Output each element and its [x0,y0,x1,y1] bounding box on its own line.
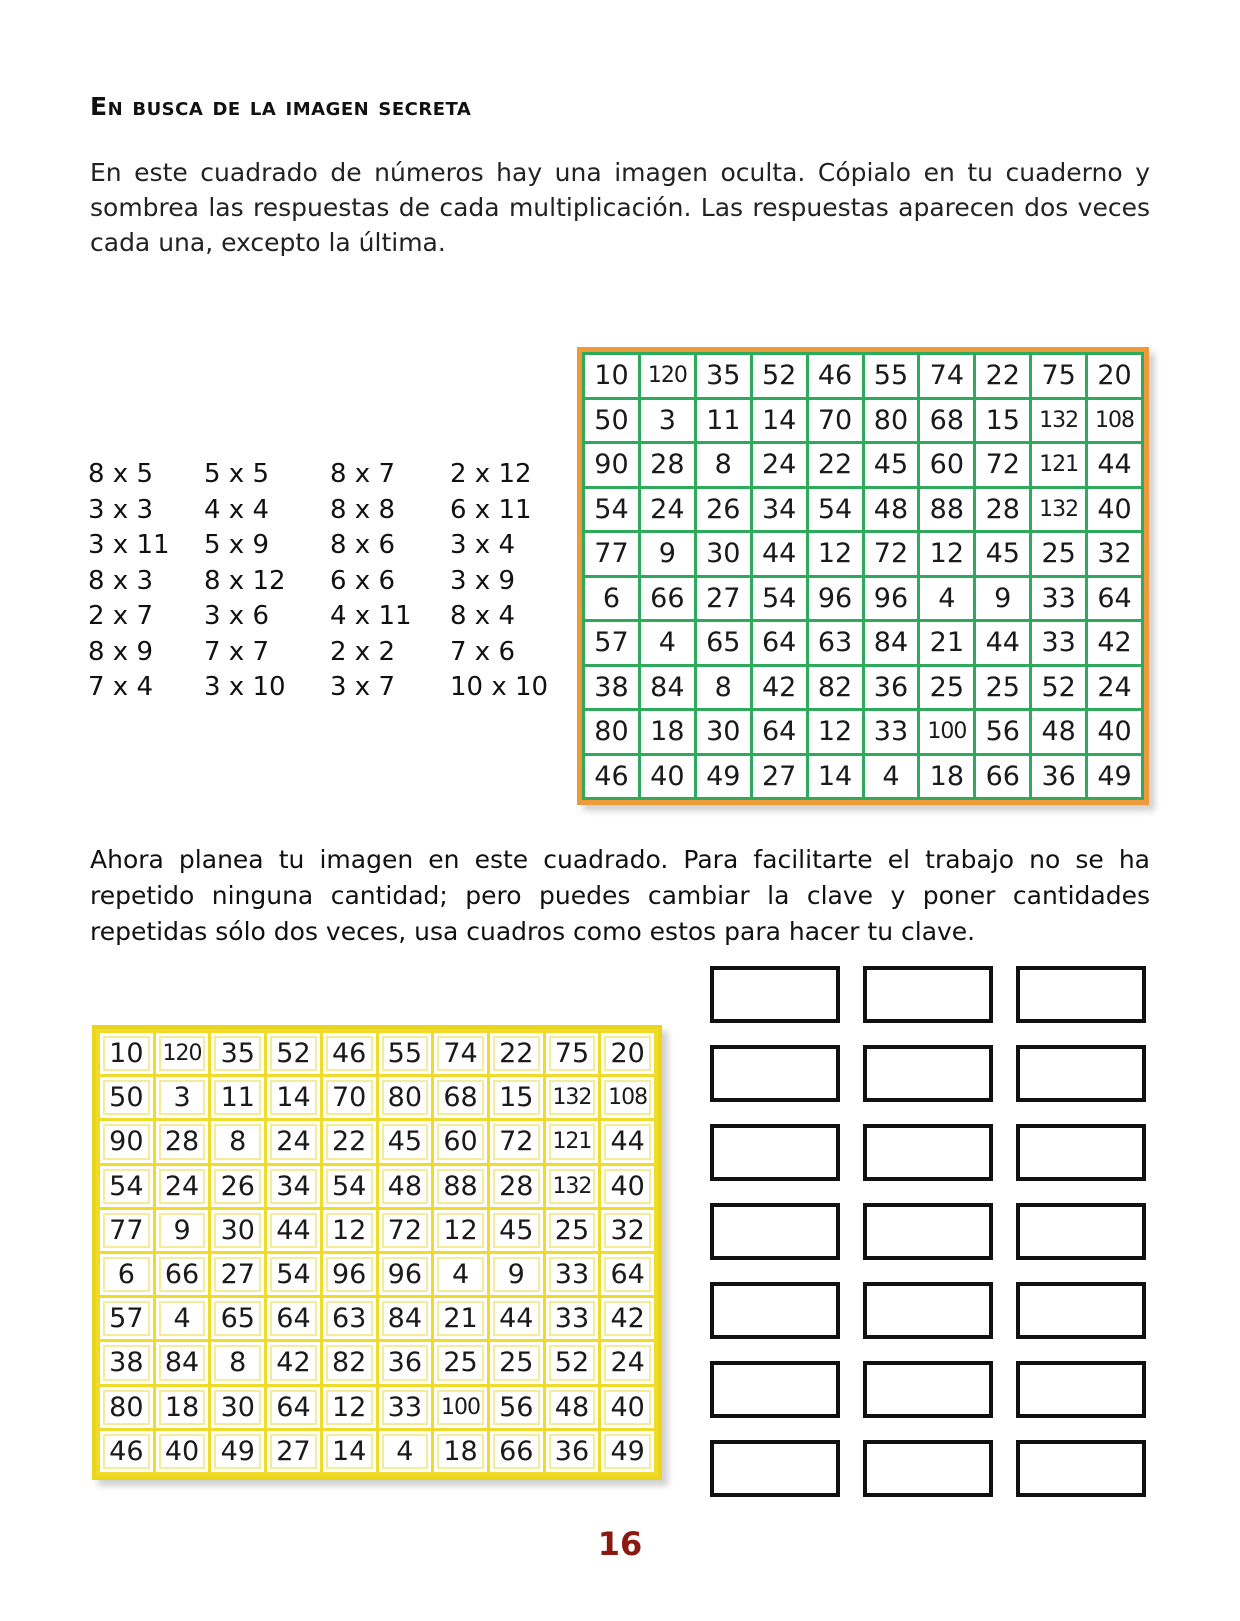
secret-grid-cell: 25 [1032,533,1085,575]
secret-grid-cell: 60 [920,444,973,486]
secret-grid-cell: 45 [865,444,918,486]
secret-grid-cell: 4 [865,756,918,798]
planning-grid-cell: 21 [434,1298,487,1339]
secret-grid-cell: 18 [920,756,973,798]
secret-grid-cell: 30 [697,533,750,575]
plan-paragraph: Ahora planea tu imagen en este cuadrado. Para facilitarte el trabajo no se ha repetido ninguna cantidad; pero puedes cambiar la clave y poner cantidades repetidas sólo dos veces, usa cuadros como estos para hacer tu clave. [90,845,1150,946]
secret-grid-cell: 66 [641,578,694,620]
planning-grid-cell: 12 [323,1210,376,1251]
multiplication-item: 8 x 4 [450,601,515,631]
key-box[interactable] [710,1045,840,1102]
secret-grid-cell: 10 [585,355,638,397]
secret-grid-cell: 4 [920,578,973,620]
key-box[interactable] [710,1124,840,1181]
secret-grid-cell: 36 [1032,756,1085,798]
secret-grid-cell: 96 [865,578,918,620]
secret-grid-cell: 15 [976,400,1029,442]
multiplication-item: 8 x 9 [88,636,153,667]
key-box[interactable] [863,1203,993,1260]
secret-grid-cell: 25 [920,667,973,709]
key-box[interactable] [863,1045,993,1102]
planning-grid-cell: 18 [434,1431,487,1472]
planning-grid-cell: 8 [211,1121,264,1162]
secret-grid-cell: 90 [585,444,638,486]
multiplication-item: 3 x 7 [330,672,395,702]
multiplication-item: 4 x 4 [204,494,269,525]
secret-grid-cell: 77 [585,533,638,575]
multiplication-item: 6 x 11 [450,494,532,525]
planning-grid-cell: 30 [211,1387,264,1428]
key-box[interactable] [863,1361,993,1418]
key-box[interactable] [710,966,840,1023]
secret-grid-cell: 34 [753,489,806,531]
planning-grid-cell: 54 [100,1166,153,1207]
planning-grid-cell: 72 [490,1121,543,1162]
planning-grid-cell: 28 [490,1166,543,1207]
planning-grid-cell: 44 [490,1298,543,1339]
secret-grid-cell: 14 [753,400,806,442]
secret-grid-cell: 3 [641,400,694,442]
secret-grid-cell: 80 [585,711,638,753]
secret-grid-cell: 35 [697,355,750,397]
secret-grid-cell: 30 [697,711,750,753]
multiplication-item: 3 x 4 [450,530,515,560]
key-box[interactable] [1016,1361,1146,1418]
secret-grid-cell: 88 [920,489,973,531]
secret-grid-cell: 44 [976,622,1029,664]
secret-grid-cell: 74 [920,355,973,397]
secret-grid-cell: 24 [641,489,694,531]
planning-grid-cell: 49 [601,1431,654,1472]
planning-grid-cell: 84 [156,1342,209,1383]
planning-grid-cell: 4 [434,1254,487,1295]
secret-grid-cell: 56 [976,711,1029,753]
planning-grid-cell: 74 [434,1033,487,1074]
planning-grid-cell: 26 [211,1166,264,1207]
intro-paragraph: En este cuadrado de números hay una imagen oculta. Cópialo en tu cuaderno y sombrea las respuestas de cada multiplicación. Las respuestas aparecen dos veces cada una, excepto la última. [90,158,1150,257]
secret-grid-cell: 46 [809,355,862,397]
multiplication-item: 8 x 12 [204,565,286,596]
multiplication-item: 3 x 6 [204,601,269,631]
planning-grid-cell: 44 [267,1210,320,1251]
planning-grid-cell: 18 [156,1387,209,1428]
secret-grid-cell: 120 [641,355,694,397]
planning-grid-cell: 32 [601,1210,654,1251]
secret-grid-cell: 70 [809,400,862,442]
planning-grid-cell: 90 [100,1121,153,1162]
secret-grid-cell: 11 [697,400,750,442]
key-box[interactable] [1016,1440,1146,1497]
planning-grid-cell: 54 [267,1254,320,1295]
secret-grid-cell: 21 [920,622,973,664]
secret-grid-cell: 33 [1032,622,1085,664]
planning-grid-cell: 24 [267,1121,320,1162]
planning-grid-cell: 56 [490,1387,543,1428]
key-box[interactable] [1016,1203,1146,1260]
secret-grid-cell: 132 [1032,400,1085,442]
key-box[interactable] [710,1440,840,1497]
secret-grid-cell: 12 [809,711,862,753]
page-number: 16 [597,1525,643,1563]
secret-grid-cell: 48 [1032,711,1085,753]
secret-grid-cell: 46 [585,756,638,798]
planning-grid-cell: 33 [546,1254,599,1295]
secret-grid-cell: 54 [809,489,862,531]
key-boxes [710,966,1151,1496]
multiplication-item: 10 x 10 [450,672,549,702]
secret-grid-cell: 18 [641,711,694,753]
secret-grid-cell: 64 [753,622,806,664]
secret-grid-cell: 25 [976,667,1029,709]
planning-grid-cell: 77 [100,1210,153,1251]
secret-grid-cell: 52 [753,355,806,397]
secret-grid-cell: 27 [753,756,806,798]
secret-grid-cell: 84 [865,622,918,664]
planning-grid-cell: 15 [490,1077,543,1118]
secret-grid-cell: 28 [976,489,1029,531]
key-box[interactable] [710,1203,840,1260]
secret-grid-cell: 42 [753,667,806,709]
key-box[interactable] [863,1440,993,1497]
planning-grid-cell: 64 [267,1387,320,1428]
planning-grid-cell: 42 [601,1298,654,1339]
secret-grid-cell: 72 [865,533,918,575]
secret-grid-cell: 12 [920,533,973,575]
planning-grid-cell: 27 [267,1431,320,1472]
secret-grid-cell: 84 [641,667,694,709]
planning-grid-cell: 68 [434,1077,487,1118]
secret-grid-cell: 27 [697,578,750,620]
planning-grid-cell: 33 [546,1298,599,1339]
page-title: En busca de la imagen secreta [90,92,472,121]
key-box[interactable] [1016,1282,1146,1339]
planning-grid-cell: 52 [546,1342,599,1383]
planning-grid-cell: 52 [267,1033,320,1074]
secret-grid-cell: 63 [809,622,862,664]
secret-grid-cell: 121 [1032,444,1085,486]
secret-grid-cell: 52 [1032,667,1085,709]
planning-grid-cell: 25 [490,1342,543,1383]
secret-grid-cell: 132 [1032,489,1085,531]
multiplication-item: 8 x 7 [330,459,395,489]
planning-grid-cell: 80 [100,1387,153,1428]
planning-grid-cell: 84 [379,1298,432,1339]
planning-grid-cell: 66 [490,1431,543,1472]
multiplication-item: 5 x 9 [204,530,269,560]
key-box[interactable] [863,1124,993,1181]
planning-grid-cell: 12 [323,1387,376,1428]
planning-grid-cell: 96 [379,1254,432,1295]
secret-grid-cell: 55 [865,355,918,397]
planning-grid-cell: 12 [434,1210,487,1251]
planning-grid-cell: 28 [156,1121,209,1162]
planning-grid-cell: 38 [100,1342,153,1383]
secret-grid-cell: 32 [1088,533,1141,575]
multiplication-item: 5 x 5 [204,459,269,489]
secret-grid-cell: 65 [697,622,750,664]
secret-grid-cell: 68 [920,400,973,442]
planning-grid-cell: 132 [546,1077,599,1118]
multiplication-item: 2 x 12 [450,459,532,489]
secret-grid-cell: 33 [865,711,918,753]
secret-grid-cell: 100 [920,711,973,753]
multiplication-item: 8 x 3 [88,565,153,596]
secret-image-grid [577,347,1149,805]
secret-grid-cell: 54 [585,489,638,531]
secret-grid-cell: 4 [641,622,694,664]
key-box[interactable] [1016,1124,1146,1181]
planning-grid-cell: 75 [546,1033,599,1074]
multiplication-item: 7 x 7 [204,636,269,667]
secret-grid-cell: 40 [1088,489,1141,531]
planning-grid-cell: 55 [379,1033,432,1074]
planning-grid-cell: 22 [323,1121,376,1162]
planning-grid-cell: 60 [434,1121,487,1162]
planning-grid-cell: 9 [490,1254,543,1295]
planning-grid-cell: 22 [490,1033,543,1074]
key-box[interactable] [863,1282,993,1339]
planning-grid-cell: 33 [379,1387,432,1428]
multiplication-item: 4 x 11 [330,601,412,631]
secret-grid-cell: 66 [976,756,1029,798]
key-box[interactable] [710,1282,840,1339]
planning-grid-cell: 66 [156,1254,209,1295]
multiplication-item: 8 x 5 [88,459,153,489]
secret-grid-cell: 40 [641,756,694,798]
secret-grid-cell: 44 [753,533,806,575]
secret-grid-cell: 24 [753,444,806,486]
planning-grid-cell: 54 [323,1166,376,1207]
planning-grid-cell: 121 [546,1121,599,1162]
secret-grid-cell: 48 [865,489,918,531]
secret-grid-cell: 24 [1088,667,1141,709]
secret-grid-cell: 64 [753,711,806,753]
planning-grid-cell: 36 [379,1342,432,1383]
secret-grid-cell: 20 [1088,355,1141,397]
secret-grid-cell: 57 [585,622,638,664]
planning-grid-cell: 30 [211,1210,264,1251]
secret-grid-cell: 49 [697,756,750,798]
planning-grid-cell: 9 [156,1210,209,1251]
secret-grid-cell: 38 [585,667,638,709]
planning-grid-cell: 35 [211,1033,264,1074]
secret-grid-cell: 75 [1032,355,1085,397]
secret-grid-cell: 14 [809,756,862,798]
planning-grid-cell: 11 [211,1077,264,1118]
planning-grid-cell: 20 [601,1033,654,1074]
multiplication-item: 3 x 10 [204,672,286,702]
secret-grid-cell: 108 [1088,400,1141,442]
secret-grid-cell: 40 [1088,711,1141,753]
key-box[interactable] [1016,1045,1146,1102]
multiplication-item: 8 x 6 [330,530,395,560]
secret-grid-cell: 82 [809,667,862,709]
multiplication-item: 8 x 8 [330,494,395,525]
multiplication-item: 2 x 7 [88,601,153,631]
secret-grid-cell: 9 [976,578,1029,620]
planning-grid-cell: 25 [434,1342,487,1383]
secret-grid-cell: 6 [585,578,638,620]
planning-grid-cell: 4 [156,1298,209,1339]
planning-grid-cell: 40 [601,1166,654,1207]
planning-grid-cell: 70 [323,1077,376,1118]
planning-grid [92,1025,662,1480]
secret-grid-cell: 54 [753,578,806,620]
secret-grid-cell: 96 [809,578,862,620]
planning-grid-cell: 44 [601,1121,654,1162]
multiplication-item: 3 x 3 [88,494,153,525]
planning-grid-cell: 57 [100,1298,153,1339]
secret-grid-cell: 8 [697,444,750,486]
secret-grid-cell: 72 [976,444,1029,486]
secret-grid-cell: 8 [697,667,750,709]
planning-grid-cell: 120 [156,1033,209,1074]
planning-grid-cell: 64 [267,1298,320,1339]
secret-grid-cell: 50 [585,400,638,442]
planning-grid-cell: 132 [546,1166,599,1207]
planning-grid-cell: 72 [379,1210,432,1251]
planning-grid-cell: 100 [434,1387,487,1428]
multiplication-list [88,458,548,705]
secret-grid-cell: 42 [1088,622,1141,664]
planning-grid-cell: 24 [156,1166,209,1207]
planning-grid-cell: 88 [434,1166,487,1207]
planning-grid-cell: 46 [323,1033,376,1074]
multiplication-item: 3 x 11 [88,530,170,560]
planning-grid-cell: 48 [379,1166,432,1207]
multiplication-item: 7 x 6 [450,636,515,667]
planning-grid-cell: 96 [323,1254,376,1295]
secret-grid-cell: 26 [697,489,750,531]
planning-grid-cell: 50 [100,1077,153,1118]
multiplication-item: 7 x 4 [88,672,153,702]
planning-grid-cell: 45 [379,1121,432,1162]
planning-grid-cell: 25 [546,1210,599,1251]
planning-grid-cell: 48 [546,1387,599,1428]
secret-grid-cell: 45 [976,533,1029,575]
secret-grid-cell: 9 [641,533,694,575]
planning-grid-cell: 46 [100,1431,153,1472]
secret-grid-cell: 12 [809,533,862,575]
planning-grid-cell: 34 [267,1166,320,1207]
key-box[interactable] [710,1361,840,1418]
planning-grid-cell: 64 [601,1254,654,1295]
multiplication-item: 6 x 6 [330,565,395,596]
planning-grid-cell: 27 [211,1254,264,1295]
planning-grid-cell: 108 [601,1077,654,1118]
planning-grid-cell: 8 [211,1342,264,1383]
planning-grid-cell: 24 [601,1342,654,1383]
planning-grid-cell: 3 [156,1077,209,1118]
secret-grid-cell: 80 [865,400,918,442]
planning-grid-cell: 36 [546,1431,599,1472]
secret-grid-cell: 22 [809,444,862,486]
key-box[interactable] [863,966,993,1023]
planning-grid-cell: 45 [490,1210,543,1251]
secret-grid-cell: 28 [641,444,694,486]
multiplication-item: 3 x 9 [450,565,515,596]
multiplication-item: 2 x 2 [330,636,395,667]
planning-grid-cell: 80 [379,1077,432,1118]
planning-grid-cell: 6 [100,1254,153,1295]
key-box[interactable] [1016,966,1146,1023]
secret-grid-cell: 22 [976,355,1029,397]
planning-grid-cell: 42 [267,1342,320,1383]
planning-grid-cell: 40 [601,1387,654,1428]
planning-grid-cell: 82 [323,1342,376,1383]
planning-grid-cell: 40 [156,1431,209,1472]
secret-grid-cell: 49 [1088,756,1141,798]
planning-grid-cell: 14 [267,1077,320,1118]
planning-grid-cell: 49 [211,1431,264,1472]
secret-grid-cell: 64 [1088,578,1141,620]
secret-grid-cell: 33 [1032,578,1085,620]
planning-grid-cell: 14 [323,1431,376,1472]
secret-grid-cell: 36 [865,667,918,709]
secret-grid-cell: 44 [1088,444,1141,486]
planning-grid-cell: 63 [323,1298,376,1339]
planning-grid-cell: 4 [379,1431,432,1472]
planning-grid-cell: 10 [100,1033,153,1074]
planning-grid-cell: 65 [211,1298,264,1339]
